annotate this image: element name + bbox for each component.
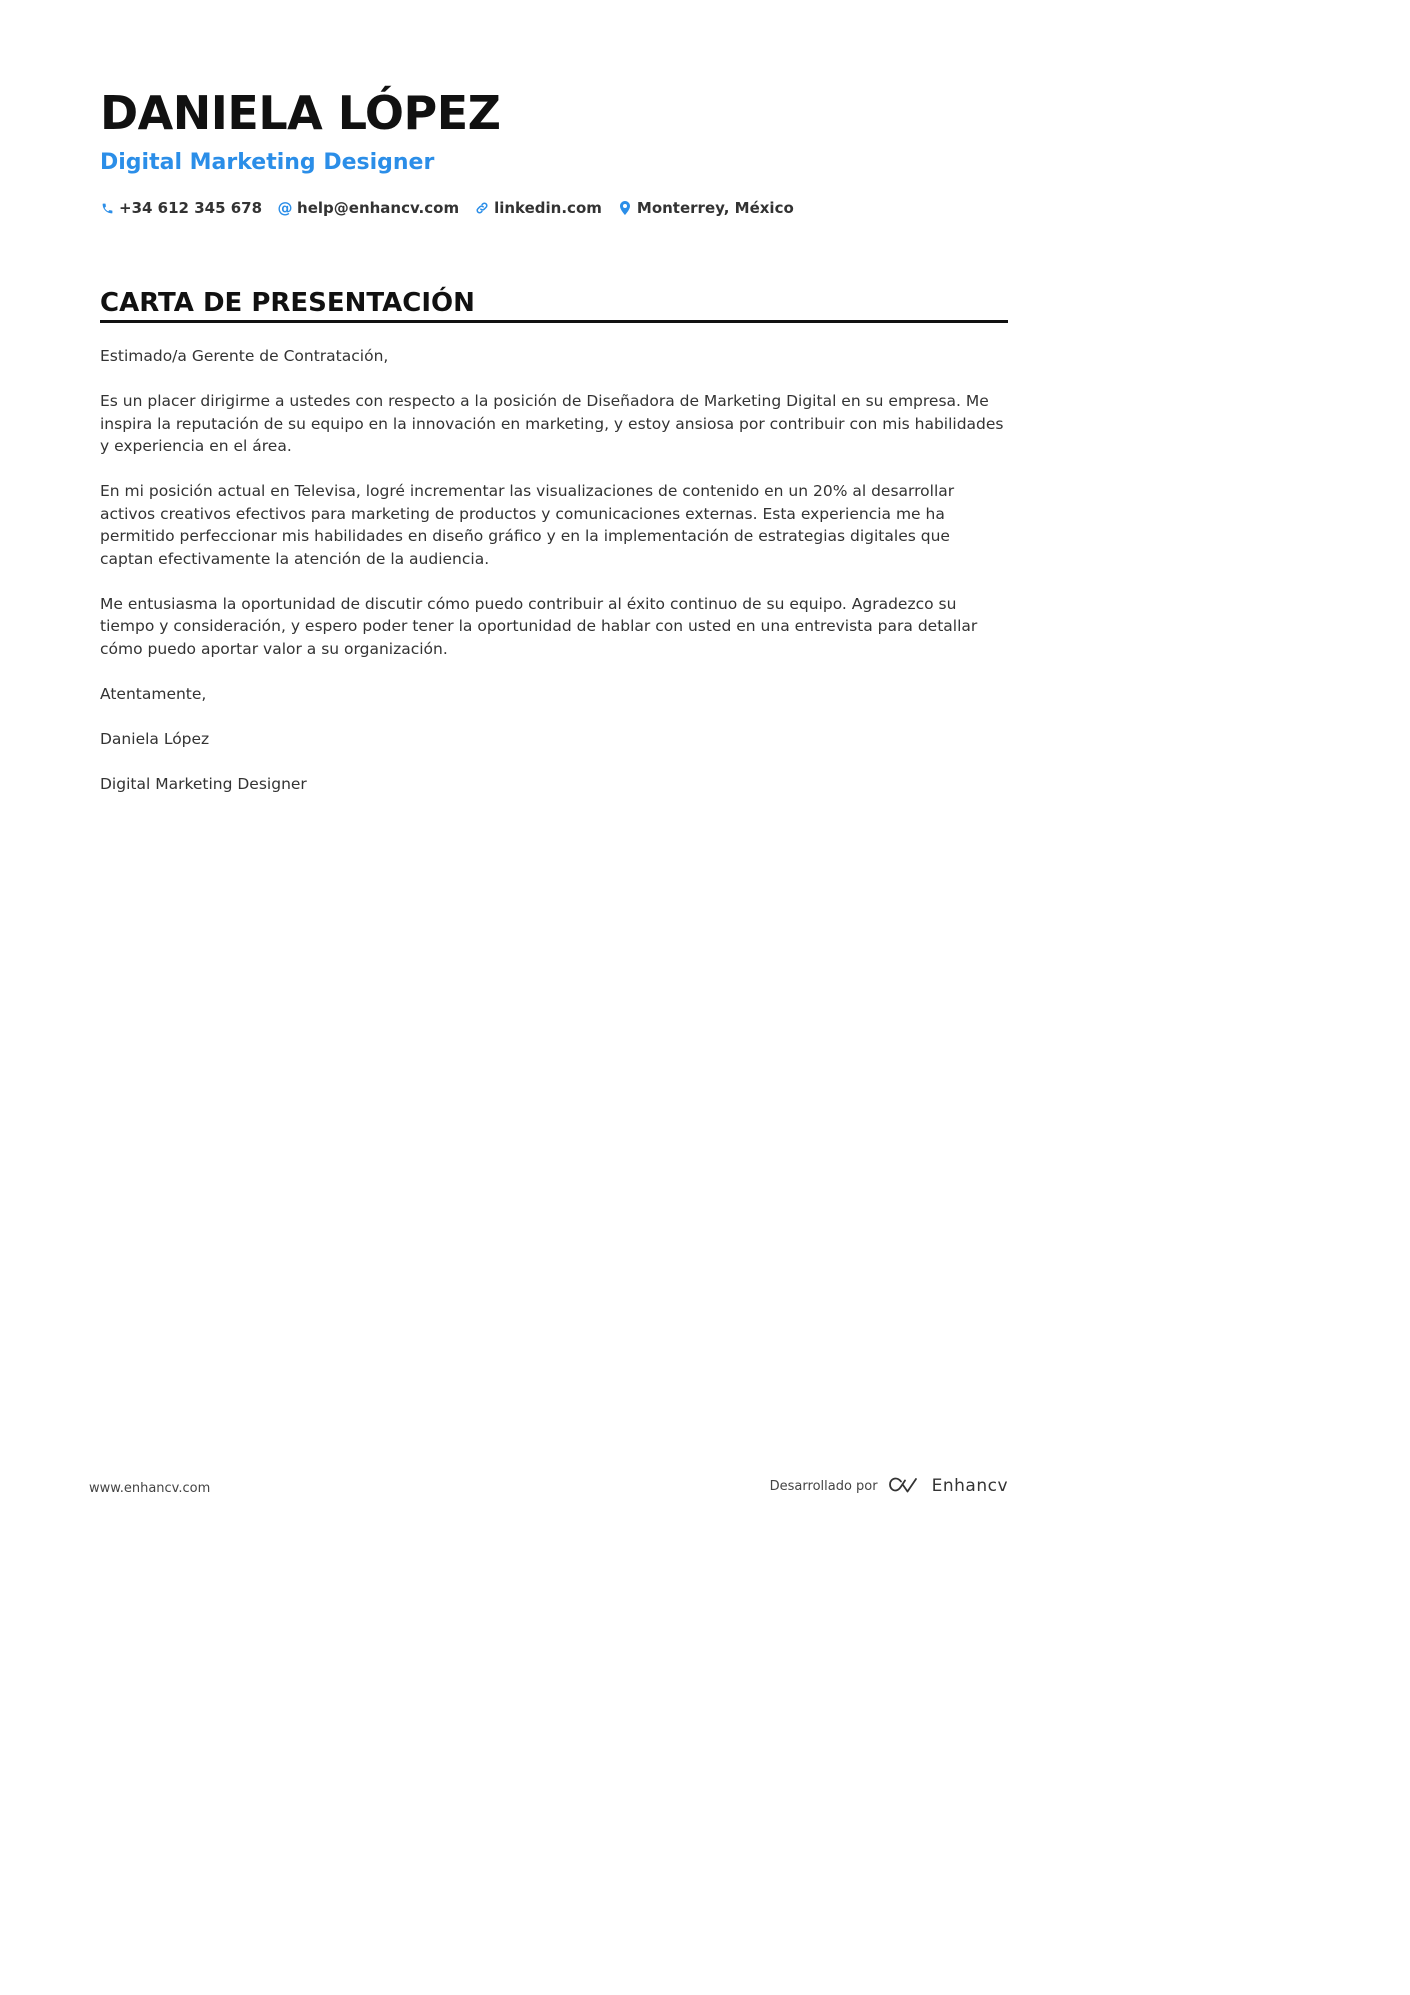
signature-title: Digital Marketing Designer <box>100 774 307 793</box>
contact-location <box>618 199 794 217</box>
candidate-name: DANIELA LÓPEZ <box>100 86 501 140</box>
footer-branding[interactable] <box>770 1476 1008 1496</box>
letter-closing: Atentamente, <box>100 684 207 703</box>
contact-phone-text: +34 612 345 678 <box>119 199 263 217</box>
contact-linkedin[interactable] <box>475 199 602 217</box>
contact-email[interactable] <box>278 199 459 217</box>
footer-website-link[interactable]: www.enhancv.com <box>89 1481 211 1496</box>
section-title: CARTA DE PRESENTACIÓN <box>100 288 475 318</box>
letter-paragraph: Me entusiasma la oportunidad de discutir cómo puedo contribuir al éxito continuo de su equipo. Agradezco su tiempo y consideración, y espero poder tener la oportunidad de hablar con usted en una entrevista para detallar cómo puedo aportar valor a su organización. <box>100 594 978 658</box>
letter-paragraph: Es un placer dirigirme a ustedes con respecto a la posición de Diseñadora de Marketing Digital en su empresa. Me inspira la reputación de su equipo en la innovación en marketing, y estoy ansiosa por contribuir con mis habilidades y experiencia en el área. <box>100 392 1004 455</box>
signature-name: Daniela López <box>100 729 210 748</box>
contact-linkedin-text: linkedin.com <box>494 199 602 217</box>
contact-location-text: Monterrey, México <box>636 199 794 217</box>
contact-bar <box>100 199 810 217</box>
enhancv-brand-name: Enhancv <box>931 1476 1008 1496</box>
letter-paragraph: En mi posición actual en Televisa, logré incrementar las visualizaciones de contenido en un 20% al desarrollar activos creativos efectivos para marketing de productos y comunicaciones externas. Esta experiencia me ha permitido perfeccionar mis habilidades en diseño gráfico y en la implementación de estrategias digitales que captan efectivamente la atención de la audiencia. <box>100 482 955 568</box>
at-icon: @ <box>277 199 293 217</box>
letter-greeting: Estimado/a Gerente de Contratación, <box>100 347 389 365</box>
location-pin-icon <box>618 201 632 215</box>
link-icon <box>475 201 489 215</box>
letter-body <box>100 345 1008 818</box>
phone-icon <box>100 201 114 215</box>
enhancv-logo-icon <box>888 1476 924 1496</box>
contact-email-text: help@enhancv.com <box>297 199 460 217</box>
contact-phone[interactable] <box>100 199 262 217</box>
section-divider <box>100 320 1008 323</box>
job-title: Digital Marketing Designer <box>100 150 435 175</box>
powered-by-label: Desarrollado por <box>769 1478 878 1494</box>
